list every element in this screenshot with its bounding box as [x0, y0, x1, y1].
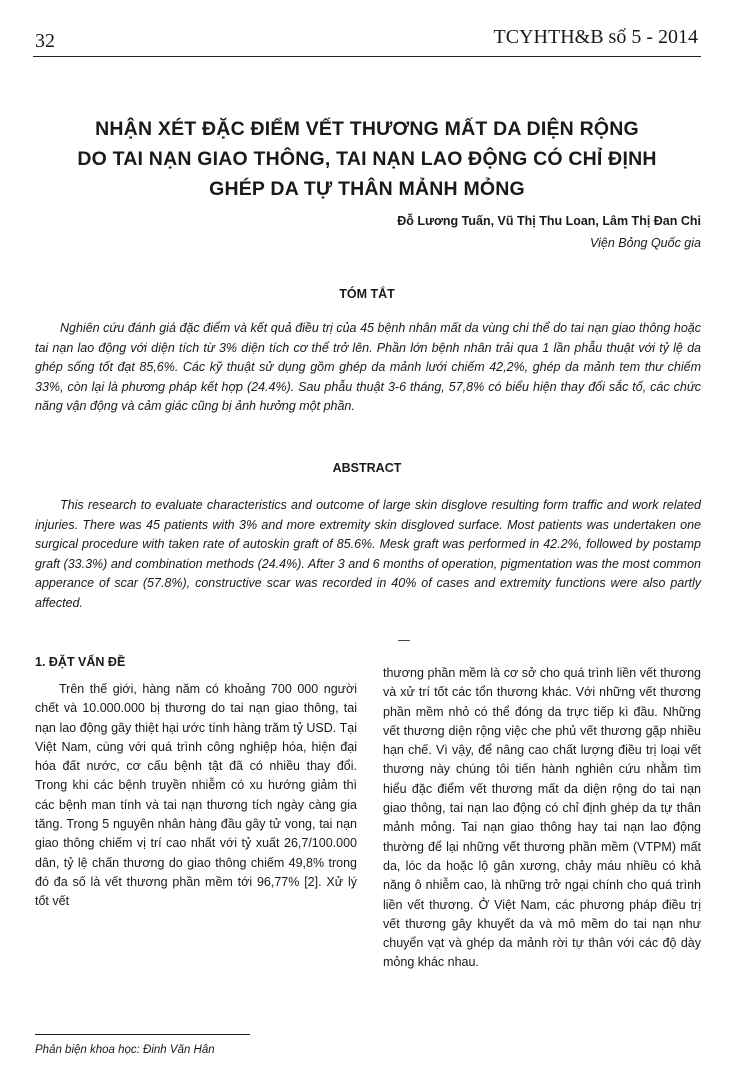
summary-heading: TÓM TẮT: [339, 287, 395, 301]
article-title: [40, 114, 694, 204]
summary-text: Nghiên cứu đánh giá đặc điểm và kết quả điều trị của 45 bệnh nhân mất da vùng chi thể do tai nạn giao thông hoặc tai nạn lao động với diện tích từ 3% diện tích cơ thể trở lên. Phần lớn bệnh nhân trải qua 1 lần phẫu thuật với tỷ lệ da ghép sống tốt đạt 85,6%. Các kỹ thuật sử dụng gồm ghép da mảnh lưới chiếm 42,2%, ghép da mảnh tem thư chiếm 33%, còn lại là phương pháp kết hợp (24.4%). Sau phẫu thuật 3-6 tháng, 57,8% có biểu hiện thay đổi sắc tố, các chức năng vận động và cảm giác cũng bị ảnh hưởng một phần.: [35, 321, 701, 413]
authors: Đỗ Lương Tuấn, Vũ Thị Thu Loan, Lâm Thị Đan Chi: [397, 214, 701, 228]
footnote-rule: [35, 1034, 250, 1035]
intro-paragraph-left: Trên thế giới, hàng năm có khoảng 700 000 người chết và 10.000.000 bị thương do tai nạn giao thông, tai nạn lao động gây thiệt hại ước tính hàng trăm tỷ USD. Tại Việt Nam, cùng với quá trình công nghiệp hóa, hiện đại hóa đất nước, cơ cấu bệnh tật đã có nhiều thay đổi. Trong khi các bệnh truyền nhiễm có xu hướng giảm thì các bệnh man tính và tai nạn thương tích ngày càng gia tăng. Trong 5 nguyên nhân hàng đầu gây tử vong, tai nạn giao thông chiếm vị trí cao nhất với tỷ xuất 26,7/100.000 dân, tỷ lệ chấn thương do giao thông chiếm 49,8% trong đó đa số là vết thương phần mềm tới 96,77% [2]. Xử lý tốt vết: [35, 682, 357, 909]
title-line-3: GHÉP DA TỰ THÂN MẢNH MỎNG: [209, 178, 525, 200]
title-line-2: DO TAI NẠN GIAO THÔNG, TAI NẠN LAO ĐỘNG CÓ CHỈ ĐỊNH: [77, 148, 657, 170]
section-heading: 1. ĐẶT VẤN ĐỀ: [35, 655, 126, 669]
journal-issue: TCYHTH&B số 5 - 2014: [493, 26, 698, 48]
decorative-mark: [398, 640, 410, 641]
abstract-heading: ABSTRACT: [332, 461, 402, 475]
title-line-1: NHẬN XÉT ĐẶC ĐIỂM VẾT THƯƠNG MẤT DA DIỆN RỘNG: [95, 118, 639, 140]
page-number: 32: [35, 30, 55, 52]
abstract-text: This research to evaluate characteristics and outcome of large skin disglove resulting form traffic and work related injuries. There was 45 patients with 3% and more extremity skin disgloved surface. Most patients was undertaken one surgical procedure with taken rate of autoskin graft of 85.6%. Mesk graft was performed in 42.2%, followed by postamp graft (33.3%) and combination methods (24.4%). After 3 and 6 months of operation, pigmentation was the most common apperance of scar (57.8%), constructive scar was recorded in 40% of cases and extremity functions were also partly affected.: [35, 498, 701, 610]
intro-paragraph-right: thương phần mềm là cơ sở cho quá trình liền vết thương và xử trí tốt các tổn thương khác. Với những vết thương phần mềm nhỏ có thể đóng da trực tiếp kì đầu. Những vết thương diện rộng việc che phủ vết thương gặp nhiều hạn chế. Vì vậy, để nâng cao chất lượng điều trị loại vết thương này chúng tôi tiến hành nghiên cứu nhằm tìm hiểu đặc điểm vết thương mất da diện rộng do tai nạn giao thông, tai nạn lao động có chỉ định ghép da tự thân mảnh mỏng. Tai nạn giao thông hay tai nạn lao động thường để lại những vết thương phần mềm (VTPM) mất da, lóc da hoặc lộ gân xương, chảy máu nhiều có khả năng ô nhiễm cao, là những trở ngại chính cho quá trình liền vết thương. Ở Việt Nam, các phương pháp điều trị vết thương gây khuyết da và mô mềm do tai nạn như chuyển vạt và ghép da mảnh rời tự thân với các độ dày mỏng khác nhau.: [383, 666, 701, 970]
affiliation: Viện Bỏng Quốc gia: [590, 236, 701, 250]
header-rule: [33, 56, 701, 57]
footnote: Phản biện khoa học: Đinh Văn Hân: [35, 1044, 215, 1056]
right-column: [383, 664, 701, 973]
left-column: [35, 655, 357, 912]
